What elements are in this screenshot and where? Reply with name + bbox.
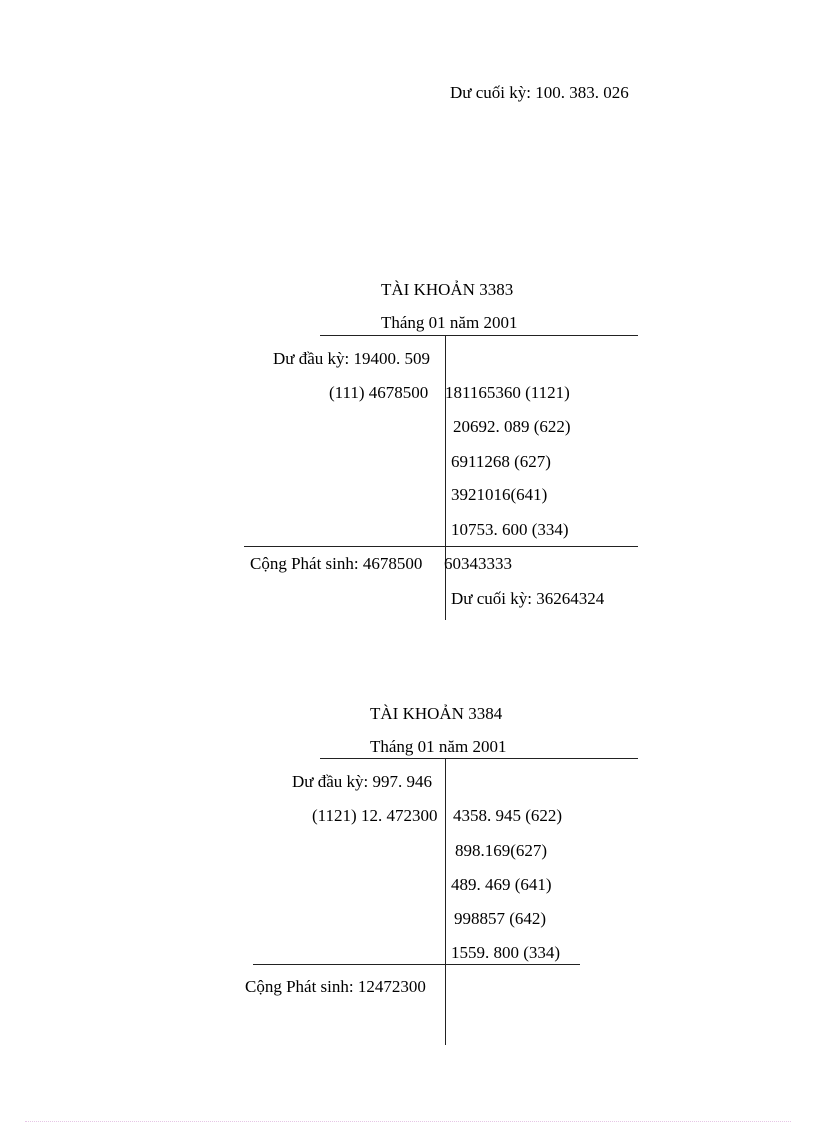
debit-entry: (1121) 12. 472300 bbox=[312, 806, 438, 825]
top-closing-balance: Dư cuối kỳ: 100. 383. 026 bbox=[450, 83, 629, 102]
total-debit: Cộng Phát sinh: 12472300 bbox=[245, 977, 426, 996]
credit-entry: 489. 469 (641) bbox=[451, 875, 552, 894]
account-title: TÀI KHOẢN 3384 bbox=[370, 704, 503, 723]
opening-balance: Dư đầu kỳ: 19400. 509 bbox=[273, 349, 431, 368]
credit-entry: 6911268 (627) bbox=[451, 452, 551, 471]
account-title: TÀI KHOẢN 3383 bbox=[381, 280, 514, 299]
t-account-total-rule bbox=[253, 964, 580, 965]
t-account-divider bbox=[445, 335, 446, 620]
page-bottom-rule bbox=[25, 1121, 791, 1122]
credit-entry: 4358. 945 (622) bbox=[453, 806, 563, 825]
account-period: Tháng 01 năm 2001 bbox=[370, 737, 507, 756]
t-account-top-rule bbox=[320, 335, 638, 336]
opening-balance: Dư đầu kỳ: 997. 946 bbox=[292, 772, 433, 791]
credit-entry: 10753. 600 (334) bbox=[451, 520, 569, 539]
account-period: Tháng 01 năm 2001 bbox=[381, 313, 518, 332]
credit-entry: 1559. 800 (334) bbox=[451, 943, 561, 962]
debit-entry: (111) 4678500 bbox=[329, 383, 429, 402]
credit-entry: 20692. 089 (622) bbox=[453, 417, 571, 436]
t-account-divider bbox=[445, 758, 446, 1045]
t-account-top-rule bbox=[320, 758, 638, 759]
credit-entry: 181165360 (1121) bbox=[445, 383, 570, 402]
total-credit: 60343333 bbox=[444, 554, 512, 573]
total-debit: Cộng Phát sinh: 4678500 bbox=[250, 554, 423, 573]
credit-entry: 898.169(627) bbox=[455, 841, 548, 860]
credit-entry: 998857 (642) bbox=[454, 909, 547, 928]
credit-entry: 3921016(641) bbox=[451, 485, 548, 504]
closing-balance: Dư cuối kỳ: 36264324 bbox=[451, 589, 605, 608]
t-account-total-rule bbox=[244, 546, 638, 547]
